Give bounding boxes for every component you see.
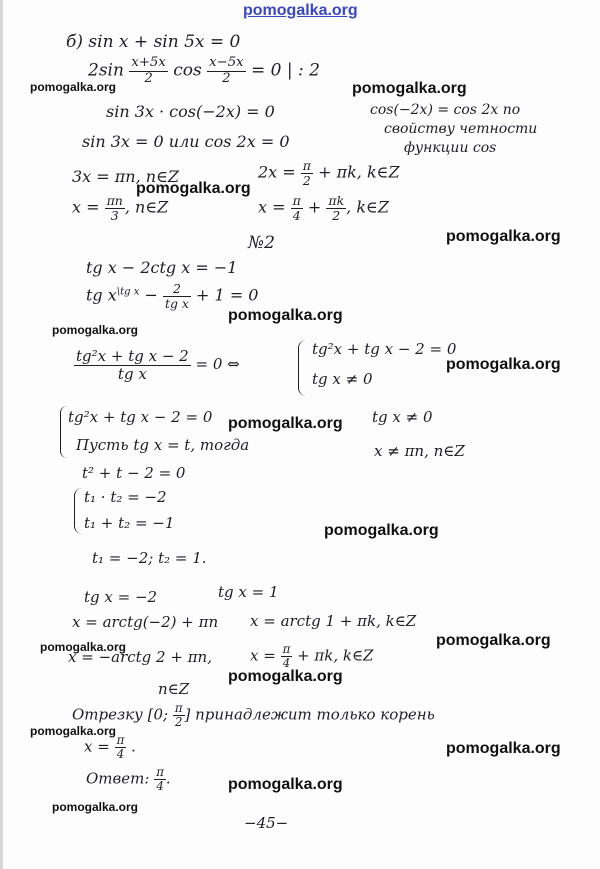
watermark: pomogalka.org (228, 776, 343, 793)
text: 2x = (258, 162, 301, 182)
numerator: π (174, 701, 183, 715)
fraction (301, 159, 313, 187)
watermark: pomogalka.org (228, 307, 343, 324)
watermark: pomogalka.org (352, 80, 467, 97)
watermark: pomogalka.org (228, 668, 343, 685)
text: = 0 ⇔ (190, 355, 240, 373)
denominator: tg x (117, 364, 147, 383)
text: x = (258, 197, 291, 217)
line-back-sub: tg x = 1 (218, 583, 279, 601)
line-solution-cos (258, 194, 389, 222)
text: . (165, 769, 171, 788)
line-n-in-z: n∈Z (158, 680, 190, 698)
denominator: 3 (110, 207, 119, 223)
denominator: 4 (156, 778, 164, 793)
line-answer (86, 766, 171, 793)
line-solution-neg: x = −arctg 2 + πn, (68, 648, 212, 666)
line-sum-to-product (88, 56, 320, 86)
numerator: x−5x (209, 55, 244, 70)
text: , k∈Z (346, 197, 389, 217)
text: , n∈Z (124, 197, 169, 217)
watermark: pomogalka.org (228, 415, 343, 432)
denominator: 4 (116, 746, 125, 761)
watermark: pomogalka.org (30, 80, 117, 94)
text: + πk, k∈Z (292, 646, 374, 665)
fraction (154, 766, 166, 793)
numerator: π (282, 642, 291, 656)
line-arctg: x = arctg 1 + πk, k∈Z (250, 612, 417, 630)
fraction (281, 643, 293, 670)
line-equation-start: б) sin x + sin 5x = 0 (66, 32, 241, 52)
denominator: 2 (222, 70, 231, 86)
denominator: tg x (164, 295, 189, 311)
text: tg x (86, 285, 117, 305)
line-interval (72, 702, 435, 729)
watermark: pomogalka.org (446, 228, 561, 245)
numerator: πk (328, 193, 345, 208)
numerator: π (302, 158, 311, 173)
denominator: 2 (174, 714, 183, 729)
vieta-brace (74, 488, 82, 534)
text: ] принадлежит только корень (184, 705, 435, 724)
denominator: 2 (302, 172, 311, 188)
scan-edge (0, 0, 3, 869)
top-site-link[interactable]: pomogalka.org (243, 2, 358, 19)
line-vieta: t₁ + t₂ = −1 (84, 514, 175, 532)
text: cos (167, 60, 208, 81)
text: − (139, 285, 163, 305)
fraction (163, 282, 191, 310)
line-cases: sin 3x = 0 или cos 2x = 0 (82, 132, 290, 151)
task-number: №2 (248, 233, 275, 253)
line-root (84, 734, 136, 761)
line-task2-fraction (74, 348, 240, 382)
text: + 1 = 0 (190, 285, 259, 305)
page-number: −45− (244, 814, 289, 832)
text: Ответ: (86, 769, 155, 788)
numerator: x+5x (131, 55, 166, 70)
line-back-sub: tg x = −2 (84, 588, 158, 606)
denominator: 2 (144, 70, 153, 86)
line-case-cos (258, 159, 400, 187)
text: x = (250, 646, 281, 665)
text: . (126, 737, 136, 756)
fraction (173, 702, 185, 729)
numerator: πn (106, 193, 123, 208)
fraction (129, 56, 167, 86)
line-roots-t: t₁ = −2; t₂ = 1. (92, 549, 207, 567)
note-even-function: cos(−2x) = cos 2x по (370, 102, 521, 118)
numerator: π (156, 765, 164, 779)
text: = 0 | : 2 (245, 60, 320, 81)
watermark: pomogalka.org (40, 640, 127, 654)
odz-bracket (60, 406, 67, 458)
system-line: tg x ≠ 0 (312, 370, 373, 388)
line-vieta: t₁ · t₂ = −2 (84, 488, 167, 506)
note-even-function: функции cos (404, 140, 497, 156)
watermark: pomogalka.org (436, 632, 551, 649)
numerator: 2 (163, 282, 191, 297)
watermark: pomogalka.org (446, 356, 561, 373)
text: x = (84, 737, 115, 756)
text: x = (72, 197, 105, 217)
text: 2sin (88, 60, 130, 81)
watermark: pomogalka.org (52, 800, 139, 814)
line-quadratic-t: t² + t − 2 = 0 (82, 464, 186, 482)
watermark: pomogalka.org (30, 724, 117, 738)
fraction (291, 194, 303, 222)
fraction (105, 194, 125, 222)
watermark: pomogalka.org (52, 323, 139, 337)
text: + (302, 197, 327, 217)
numerator: π (116, 733, 125, 747)
denominator: 4 (292, 207, 301, 223)
fraction (74, 348, 191, 382)
multiplier-note: \tg x (116, 286, 140, 298)
numerator: π (292, 193, 301, 208)
line-domain: tg x ≠ 0 (372, 408, 433, 426)
line-domain-solution: x ≠ πn, n∈Z (374, 442, 465, 460)
line-case-sin: 3x = πn, n∈Z (72, 167, 180, 186)
watermark: pomogalka.org (136, 180, 251, 197)
text: + πk, k∈Z (312, 162, 400, 182)
line-arctg: x = arctg(−2) + πn (72, 613, 219, 631)
text: Отрезку [0; (72, 705, 173, 724)
note-even-function: свойству четности (384, 121, 538, 137)
line-solution-pos (250, 643, 373, 670)
numerator: tg²x + tg x − 2 (76, 347, 189, 365)
watermark: pomogalka.org (446, 740, 561, 757)
denominator: 2 (332, 207, 341, 223)
fraction (207, 56, 245, 86)
line-product-form: sin 3x · cos(−2x) = 0 (106, 102, 275, 121)
line-solution-sin (72, 194, 168, 222)
system-brace (298, 340, 307, 396)
line-substitution: Пусть tg x = t, тогда (76, 436, 250, 454)
denominator: 4 (282, 655, 291, 670)
fraction (115, 734, 127, 761)
line-task2-equation: tg x − 2ctg x = −1 (86, 258, 238, 277)
watermark: pomogalka.org (324, 522, 439, 539)
system-line: tg²x + tg x − 2 = 0 (312, 340, 457, 358)
line-quadratic: tg²x + tg x − 2 = 0 (68, 408, 213, 426)
fraction (326, 194, 346, 222)
